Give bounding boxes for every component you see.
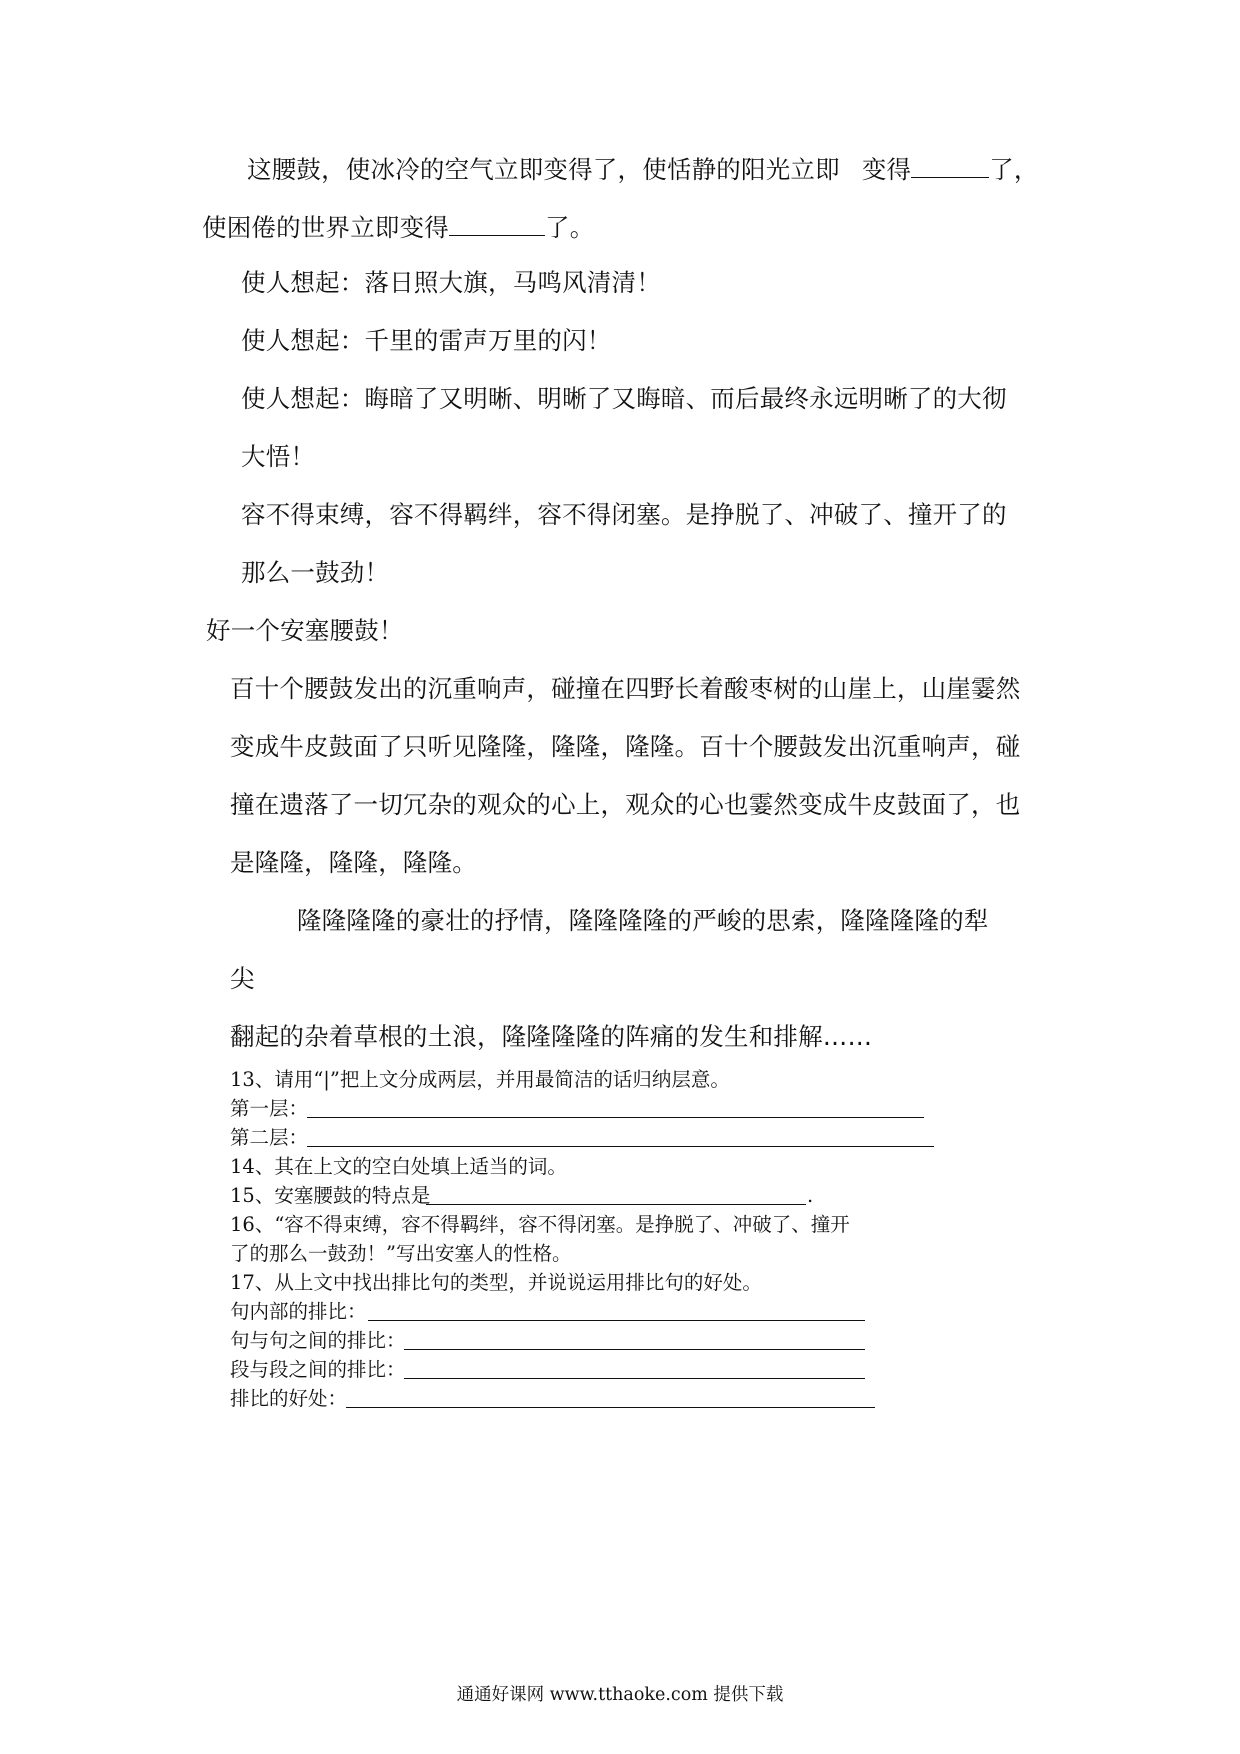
passage-line-12: 撞在遗落了一切冗杂的观众的心上，观众的心也霎然变成牛皮鼓面了，也: [230, 790, 1021, 819]
answer-line-17d-1[interactable]: [346, 1407, 398, 1408]
answer-line-layer2[interactable]: [307, 1146, 934, 1147]
question-17-a-label: 句内部的排比：: [230, 1300, 367, 1323]
passage-line-11: 变成牛皮鼓面了只听见隆隆，隆隆，隆隆。百十个腰鼓发出沉重响声，碰: [230, 732, 1021, 761]
fill-blank-1[interactable]: [911, 155, 989, 178]
answer-line-17c-2[interactable]: [455, 1378, 865, 1379]
question-17-d-label: 排比的好处：: [230, 1387, 348, 1410]
footer-text: 通通好课网 www.tthaoke.com 提供下载: [456, 1685, 784, 1705]
passage-line-2: [202, 213, 594, 241]
question-15-end: .: [807, 1184, 814, 1207]
question-17-c-label: 段与段之间的排比：: [230, 1358, 406, 1381]
passage-line-8: 那么一鼓劲！: [241, 558, 390, 587]
passage-line-1-end: 了，: [989, 155, 1039, 185]
passage-line-1-text-b: 变得: [861, 155, 912, 185]
passage-line-10: 百十个腰鼓发出的沉重响声，碰撞在四野长着酸枣树的山崖上，山崖霎然: [230, 674, 1021, 703]
passage-line-16: 翻起的杂着草根的土浪，隆隆隆隆的阵痛的发生和排解……: [230, 1022, 873, 1051]
passage-line-4: 使人想起：千里的雷声万里的闪！: [241, 326, 612, 355]
passage-line-6: 大悟！: [241, 442, 316, 471]
passage-line-2-text: 使困倦的世界立即变得: [202, 213, 449, 243]
passage-line-3: 使人想起：落日照大旗，马鸣风清清！: [241, 268, 661, 297]
passage-line-13: 是隆隆，隆隆，隆隆。: [230, 848, 477, 877]
passage-line-2-end: 了。: [545, 213, 595, 243]
answer-line-17a-2[interactable]: [427, 1320, 865, 1321]
passage-line-9: 好一个安塞腰鼓！: [206, 616, 404, 645]
answer-line-layer1[interactable]: [307, 1117, 924, 1118]
question-13: 13、请用“|”把上文分成两层，并用最简洁的话归纳层意。: [230, 1068, 730, 1091]
passage-line-1-text: 这腰鼓，使冰冷的空气立即变得了，使恬静的阳光立即: [247, 155, 840, 185]
question-16-line2: 了的那么一鼓劲！”写出安塞人的性格。: [230, 1242, 572, 1265]
answer-line-17d-2[interactable]: [397, 1407, 875, 1408]
fill-blank-2[interactable]: [449, 213, 545, 236]
question-16-line1: 16、“容不得束缚，容不得羁绊，容不得闭塞。是挣脱了、冲破了、撞开: [230, 1213, 850, 1236]
answer-line-15-a[interactable]: [426, 1204, 506, 1205]
passage-line-15: 尖: [230, 964, 255, 993]
passage-line-14: 隆隆隆隆的豪壮的抒情，隆隆隆隆的严峻的思索，隆隆隆隆的犁: [297, 906, 989, 935]
answer-line-17c-1[interactable]: [404, 1378, 456, 1379]
answer-line-17b-1[interactable]: [404, 1349, 474, 1350]
passage-line-1: [247, 155, 1039, 183]
answer-line-15-b[interactable]: [505, 1204, 806, 1205]
answer-line-17a-1[interactable]: [368, 1320, 428, 1321]
question-13-layer2-label: 第二层：: [230, 1126, 309, 1149]
question-15: 15、安塞腰鼓的特点是: [230, 1184, 431, 1207]
question-14: 14、其在上文的空白处填上适当的词。: [230, 1155, 567, 1178]
question-13-layer1-label: 第一层：: [230, 1097, 309, 1120]
question-17-b-label: 句与句之间的排比：: [230, 1329, 406, 1352]
question-17: 17、从上文中找出排比句的类型，并说说运用排比句的好处。: [230, 1271, 762, 1294]
passage-line-7: 容不得束缚，容不得羁绊，容不得闭塞。是挣脱了、冲破了、撞开了的: [241, 500, 1007, 529]
answer-line-17b-2[interactable]: [473, 1349, 865, 1350]
passage-line-5: 使人想起：晦暗了又明晰、明晰了又晦暗、而后最终永远明晰了的大彻: [241, 384, 1007, 413]
